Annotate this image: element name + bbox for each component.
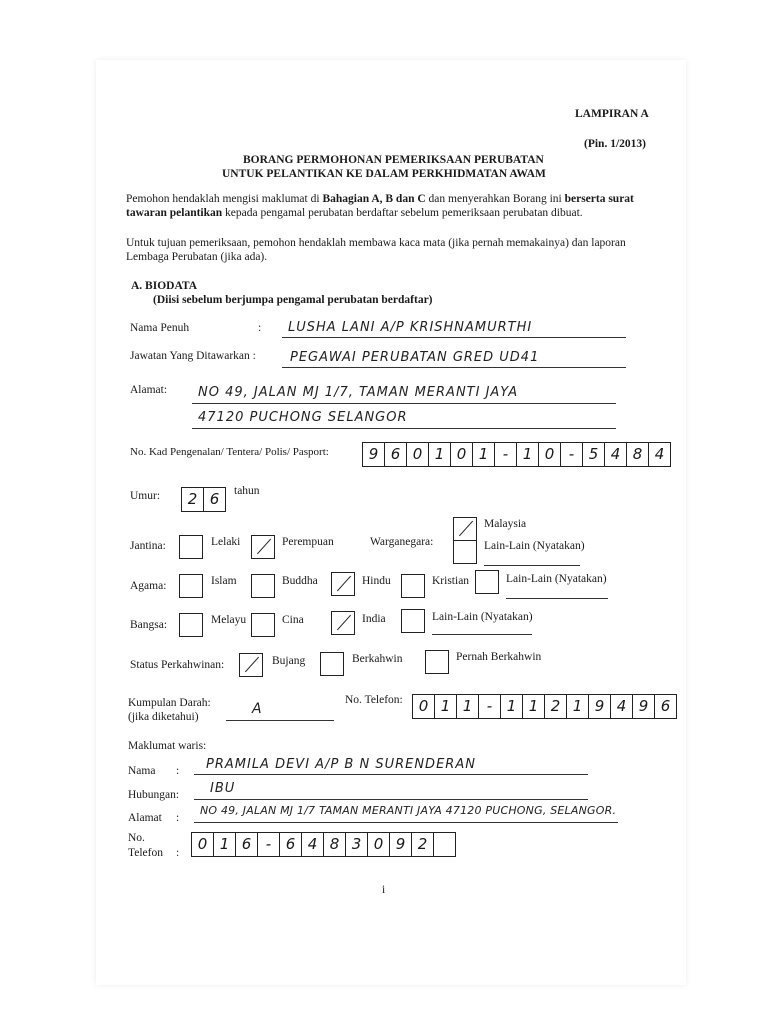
waris-telefon-digit: 1: [214, 833, 236, 856]
telefon-label: No. Telefon:: [345, 694, 403, 706]
bangsa-lain-label: Lain-Lain (Nyatakan): [432, 611, 533, 623]
waris-nama-label: Nama: [128, 765, 156, 777]
ic-digit: 1: [473, 443, 495, 466]
bujang-label: Bujang: [272, 655, 306, 667]
warganegara-lain-checkbox[interactable]: [453, 540, 477, 564]
ic-digit: 0: [407, 443, 429, 466]
jawatan-value[interactable]: PEGAWAI PERUBATAN GRED UD41: [290, 350, 540, 365]
waris-telefon-digit: 4: [302, 833, 324, 856]
ic-digit: -: [495, 443, 517, 466]
berkahwin-label: Berkahwin: [352, 653, 403, 665]
buddha-label: Buddha: [282, 575, 318, 587]
waris-hubungan-label: Hubungan:: [128, 789, 180, 801]
alamat-underline-1: [192, 403, 616, 404]
section-a-subheading: (Diisi sebelum berjumpa pengamal perubatan berdaftar): [153, 294, 433, 306]
intro-text-d: berserta surat tawaran pelantikan: [126, 193, 634, 219]
india-label: India: [362, 613, 386, 625]
waris-hubungan-value[interactable]: IBU: [210, 781, 236, 796]
lelaki-checkbox[interactable]: [179, 535, 203, 559]
intro-paragraph-1: [126, 192, 652, 220]
jawatan-label: Jawatan Yang Ditawarkan :: [130, 350, 256, 362]
waris-telefon-digit: 8: [324, 833, 346, 856]
intro-text-e: kepada pengamal perubatan berdaftar sebelum pemeriksaan perubatan dibuat.: [222, 207, 583, 219]
lelaki-label: Lelaki: [211, 536, 241, 548]
umur-label: Umur:: [130, 490, 161, 502]
telefon-digit: 4: [611, 695, 633, 718]
intro-paragraph-2: Untuk tujuan pemeriksaan, pemohon hendaklah membawa kaca mata (jika pernah memakainya) dan laporan Lembaga Perubatan (jika ada).: [126, 237, 626, 263]
waris-telefon-boxes[interactable]: [191, 832, 456, 857]
umur-boxes[interactable]: [181, 487, 226, 512]
telefon-digit: 0: [413, 695, 435, 718]
waris-telefon-digit: 2: [412, 833, 434, 856]
nama-underline: [282, 337, 626, 338]
warganegara-lain-label: Lain-Lain (Nyatakan): [484, 540, 585, 552]
islam-label: Islam: [211, 575, 237, 587]
check-mark-icon: [459, 521, 473, 537]
telefon-boxes[interactable]: [412, 694, 677, 719]
kristian-label: Kristian: [432, 575, 470, 587]
agama-label: Agama:: [130, 580, 167, 592]
hindu-checkbox[interactable]: [331, 572, 355, 596]
check-mark-icon: [257, 539, 271, 555]
check-mark-icon: [245, 657, 259, 673]
waris-nama-value[interactable]: PRAMILA DEVI A/P B N SURENDERAN: [206, 757, 476, 772]
alamat-line1[interactable]: NO 49, JALAN MJ 1/7, TAMAN MERANTI JAYA: [198, 385, 519, 400]
pernah-berkahwin-label: Pernah Berkahwin: [456, 651, 542, 663]
telefon-digit: 9: [589, 695, 611, 718]
buddha-checkbox[interactable]: [251, 574, 275, 598]
form-title-line1: BORANG PERMOHONAN PEMERIKSAAN PERUBATAN: [243, 154, 544, 166]
telefon-digit: 1: [435, 695, 457, 718]
umur-digit: 2: [182, 488, 204, 511]
waris-nama-colon: :: [176, 765, 180, 777]
alamat-underline-2: [192, 428, 616, 429]
berkahwin-checkbox[interactable]: [320, 652, 344, 676]
ic-digit: 4: [605, 443, 627, 466]
waris-telefon-colon: :: [176, 847, 180, 859]
darah-underline: [226, 720, 334, 721]
perempuan-checkbox[interactable]: [251, 535, 275, 559]
darah-label: Kumpulan Darah:: [128, 697, 211, 709]
waris-nama-underline: [194, 774, 588, 775]
waris-telefon-digit: -: [258, 833, 280, 856]
form-title-line2: UNTUK PELANTIKAN KE DALAM PERKHIDMATAN AWAM: [222, 168, 546, 180]
cina-label: Cina: [282, 614, 304, 626]
warganegara-label: Warganegara:: [370, 536, 434, 548]
hindu-label: Hindu: [362, 575, 391, 587]
check-mark-icon: [337, 615, 351, 631]
agama-lain-checkbox[interactable]: [475, 570, 499, 594]
umur-unit: tahun: [234, 485, 260, 497]
waris-heading: Maklumat waris:: [128, 740, 207, 752]
intro-text-b: Bahagian A, B dan C: [322, 193, 426, 205]
telefon-digit: 6: [660, 697, 671, 715]
intro-text-a: Pemohon hendaklah mengisi maklumat di: [126, 193, 323, 205]
melayu-label: Melayu: [211, 614, 247, 626]
waris-alamat-colon: :: [176, 812, 180, 824]
alamat-line2[interactable]: 47120 PUCHONG SELANGOR: [198, 410, 408, 425]
ic-digit: 9: [363, 443, 385, 466]
agama-lain-label: Lain-Lain (Nyatakan): [506, 573, 607, 585]
nama-label: Nama Penuh: [130, 322, 190, 334]
waris-alamat-underline: [194, 822, 618, 823]
ic-digit: 4: [654, 445, 665, 463]
india-checkbox[interactable]: [331, 611, 355, 635]
telefon-digit: 1: [523, 695, 545, 718]
telefon-digit: -: [479, 695, 501, 718]
telefon-digit: 2: [545, 695, 567, 718]
waris-telefon-label-1: No.: [128, 832, 145, 844]
ic-number-boxes[interactable]: [362, 442, 671, 467]
check-mark-icon: [337, 576, 351, 592]
nama-value[interactable]: LUSHA LANI A/P KRISHNAMURTHI: [288, 320, 533, 335]
bangsa-lain-checkbox[interactable]: [401, 609, 425, 633]
ic-digit: -: [561, 443, 583, 466]
melayu-checkbox[interactable]: [179, 613, 203, 637]
ic-label: No. Kad Pengenalan/ Tentera/ Polis/ Pasport:: [130, 446, 329, 458]
waris-alamat-label: Alamat: [128, 812, 162, 824]
waris-telefon-digit: [434, 833, 455, 856]
malaysia-label: Malaysia: [484, 518, 527, 530]
waris-telefon-digit: 0: [368, 833, 390, 856]
ic-digit: 1: [429, 443, 451, 466]
malaysia-checkbox[interactable]: [453, 517, 477, 541]
lampiran-label: LAMPIRAN A: [575, 108, 649, 120]
perempuan-label: Perempuan: [282, 536, 334, 548]
telefon-digit: 9: [633, 695, 655, 718]
waris-alamat-value[interactable]: NO 49, JALAN MJ 1/7 TAMAN MERANTI JAYA 47120 PUCHONG, SELANGOR.: [200, 804, 617, 817]
waris-hubungan-underline: [194, 799, 588, 800]
status-label: Status Perkahwinan:: [130, 659, 225, 671]
pernah-berkahwin-checkbox[interactable]: [425, 650, 449, 674]
cina-checkbox[interactable]: [251, 613, 275, 637]
ic-digit: 0: [451, 443, 473, 466]
waris-telefon-digit: 3: [346, 833, 368, 856]
alamat-label: Alamat:: [130, 384, 168, 396]
bujang-checkbox[interactable]: [239, 653, 263, 677]
kristian-checkbox[interactable]: [401, 574, 425, 598]
telefon-digit: 1: [457, 695, 479, 718]
intro-text-c: dan menyerahkan Borang ini: [425, 193, 565, 205]
bangsa-lain-underline: [432, 634, 532, 635]
jantina-label: Jantina:: [130, 540, 166, 552]
waris-telefon-label-2: Telefon: [128, 847, 163, 859]
ic-digit: 0: [539, 443, 561, 466]
waris-telefon-digit: 0: [192, 833, 214, 856]
page-number: i: [382, 884, 386, 896]
ic-digit: 5: [583, 443, 605, 466]
ic-digit: 1: [517, 443, 539, 466]
waris-telefon-digit: 9: [390, 833, 412, 856]
ic-digit: 8: [627, 443, 649, 466]
darah-value[interactable]: A: [252, 701, 263, 717]
waris-telefon-digit: 6: [280, 833, 302, 856]
jawatan-underline: [282, 367, 626, 368]
ic-digit: 6: [385, 443, 407, 466]
nama-colon: :: [258, 322, 262, 334]
islam-checkbox[interactable]: [179, 574, 203, 598]
section-a-heading: A. BIODATA: [131, 280, 198, 292]
telefon-digit: 1: [501, 695, 523, 718]
darah-sublabel: (jika diketahui): [128, 711, 199, 723]
umur-digit: 6: [209, 490, 220, 508]
agama-lain-underline: [506, 598, 608, 599]
bangsa-label: Bangsa:: [130, 619, 168, 631]
pin-label: (Pin. 1/2013): [584, 138, 646, 150]
waris-telefon-digit: 6: [236, 833, 258, 856]
warganegara-lain-underline: [484, 565, 580, 566]
telefon-digit: 1: [567, 695, 589, 718]
